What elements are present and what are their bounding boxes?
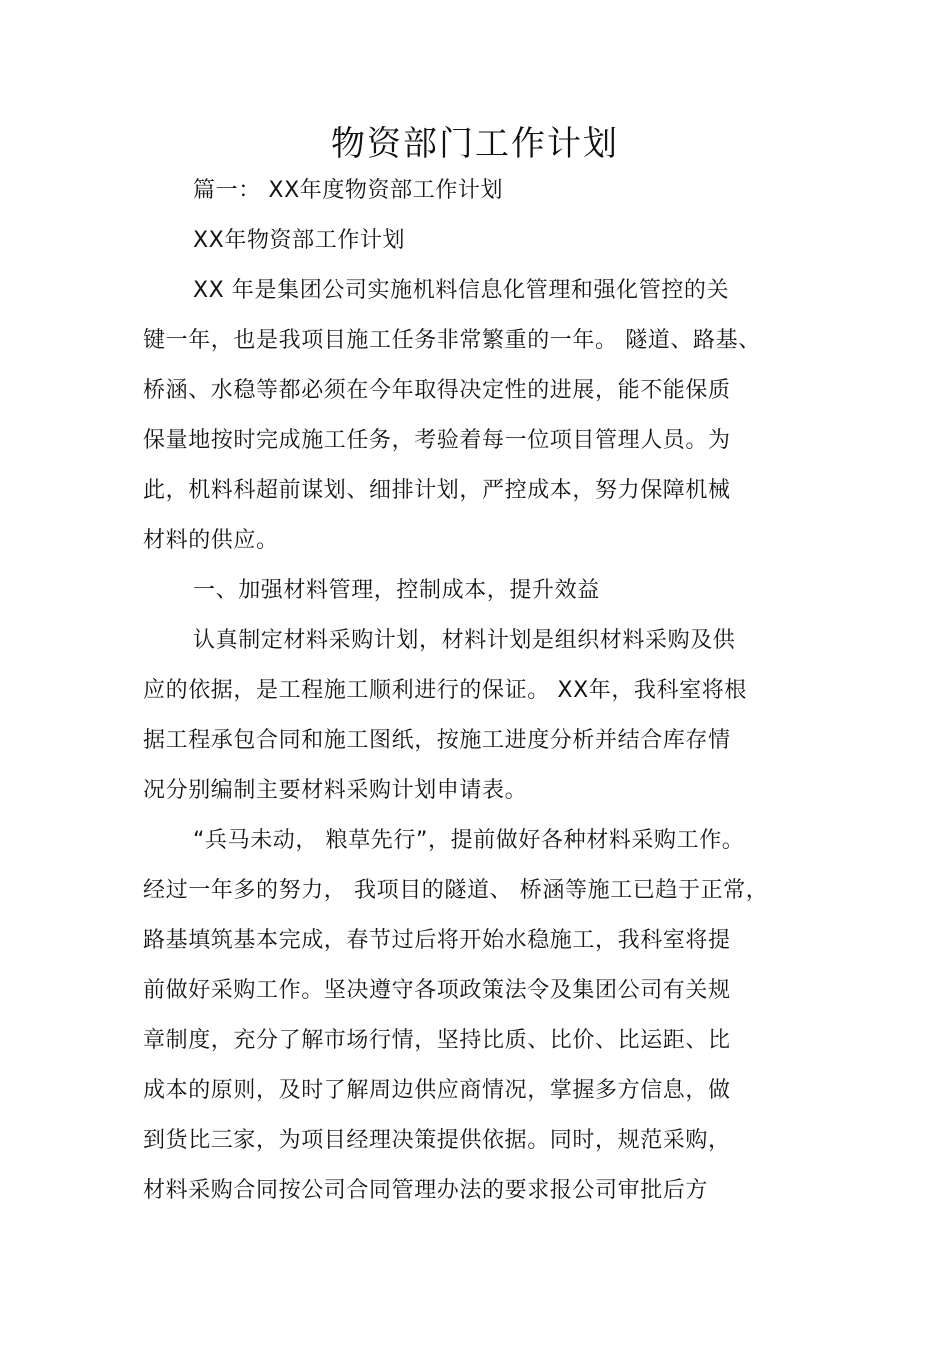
section-heading-1: 一、加强材料管理，控制成本，提升效益 [193, 578, 600, 603]
paragraph-line: 应的依据，是工程施工顺利进行的保证。 XX年，我科室将根 [143, 678, 747, 703]
paragraph-line: 况分别编制主要材料采购计划申请表。 [143, 778, 528, 803]
paragraph-line: 成本的原则，及时了解周边供应商情况，掌握多方信息，做 [143, 1078, 731, 1103]
paragraph-line: 前做好采购工作。坚决遵守各项政策法令及集团公司有关规 [143, 978, 731, 1003]
paragraph-line: 章制度，充分了解市场行情，坚持比质、比价、比运距、比 [143, 1028, 731, 1053]
paragraph-line: 路基填筑基本完成，春节过后将开始水稳施工，我科室将提 [143, 928, 731, 953]
paragraph-line: 此，机料科超前谋划、细排计划，严控成本，努力保障机械 [143, 478, 731, 503]
paragraph-line: 桥涵、水稳等都必须在今年取得决定性的进展，能不能保质 [143, 378, 731, 403]
paragraph-line: 经过一年多的努力， 我项目的隧道、 桥涵等施工已趋于正常， [143, 878, 769, 903]
paragraph-line: “兵马未动， 粮草先行”，提前做好各种材料采购工作。 [193, 828, 745, 853]
paragraph-line: 认真制定材料采购计划，材料计划是组织材料采购及供 [193, 628, 736, 653]
paragraph-line: 材料的供应。 [143, 528, 279, 553]
paragraph-line: 据工程承包合同和施工图纸，按施工进度分析并结合库存情 [143, 728, 731, 753]
paragraph-line: 材料采购合同按公司合同管理办法的要求报公司审批后方 [143, 1178, 709, 1203]
document-title: 物资部门工作计划 [331, 124, 619, 164]
paragraph-line: 保量地按时完成施工任务，考验着每一位项目管理人员。为 [143, 428, 731, 453]
section-heading-part1: 篇一： XX年度物资部工作计划 [193, 178, 504, 203]
paragraph-line: 到货比三家，为项目经理决策提供依据。同时，规范采购， [143, 1128, 731, 1153]
paragraph-line: 键一年，也是我项目施工任务非常繁重的一年。 隧道、路基、 [143, 328, 761, 353]
subtitle-line: XX年物资部工作计划 [193, 228, 406, 253]
paragraph-line: XX 年是集团公司实施机料信息化管理和强化管控的关 [193, 278, 730, 303]
